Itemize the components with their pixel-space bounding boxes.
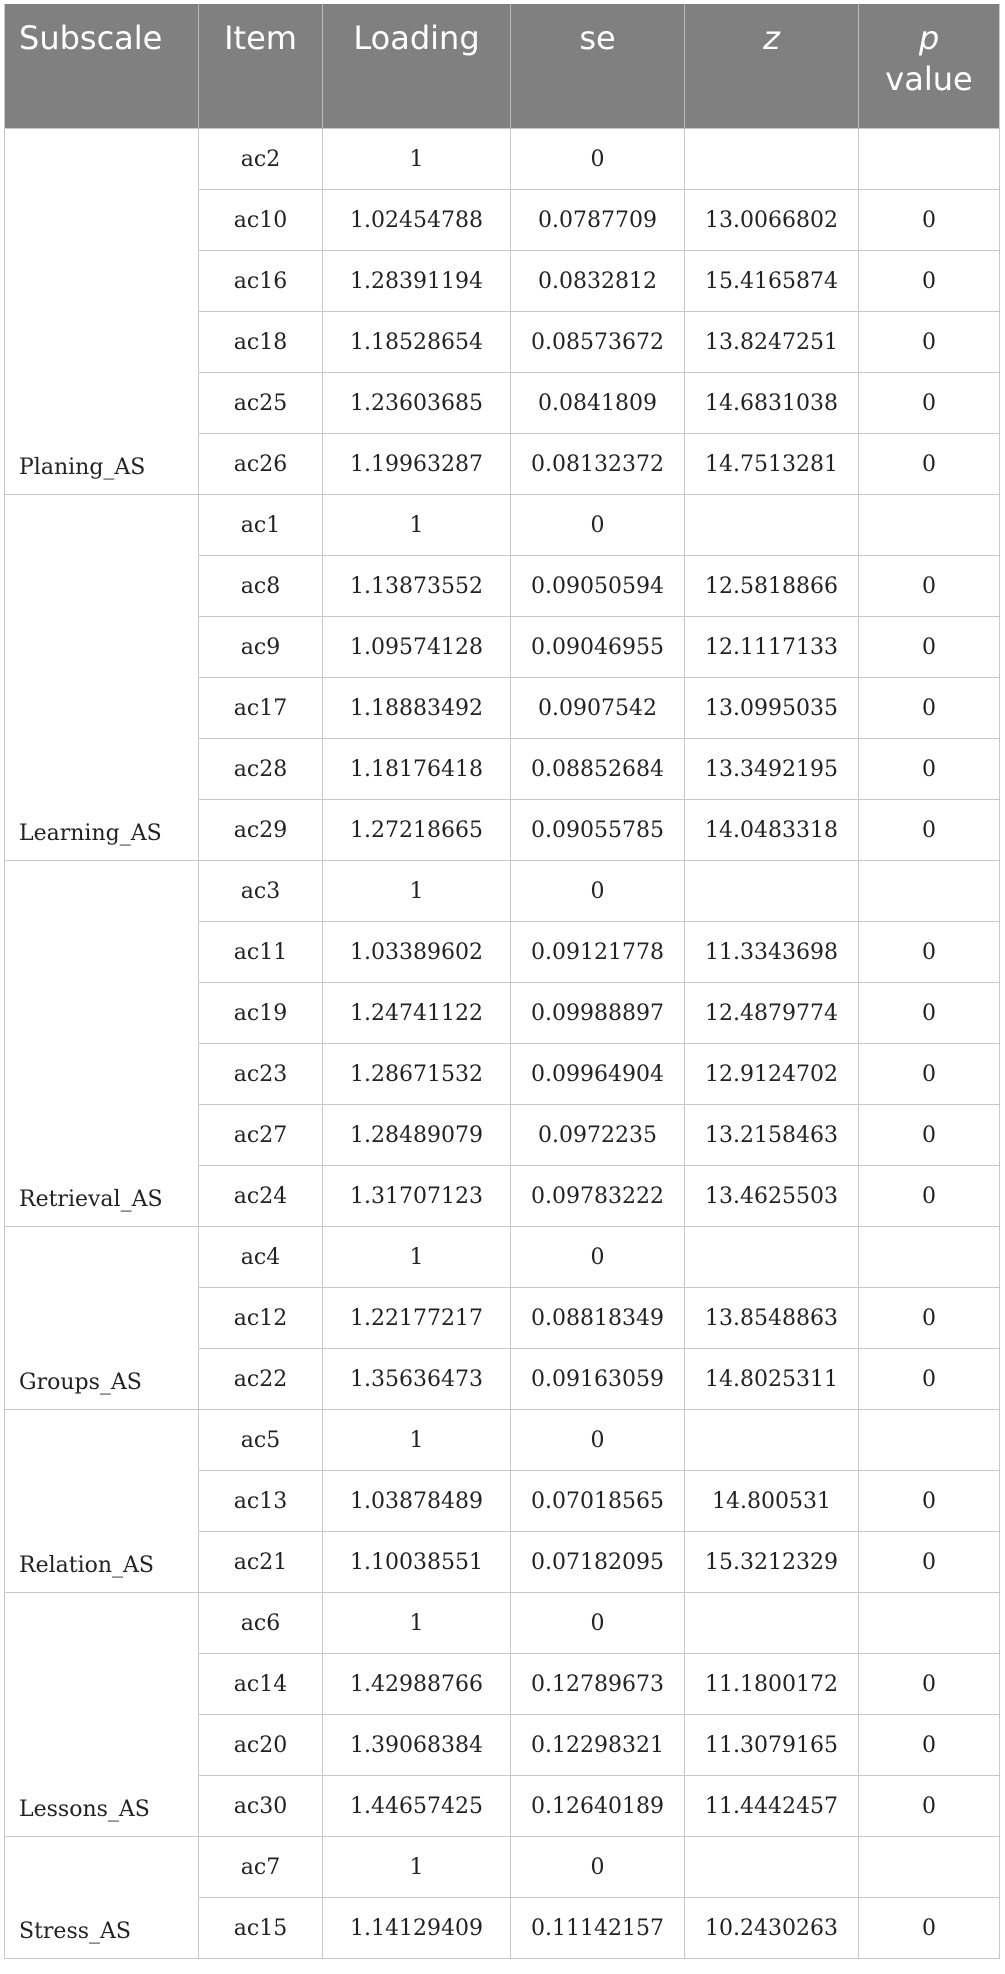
z-cell: 11.3343698 — [685, 922, 859, 983]
item-cell: ac17 — [199, 678, 323, 739]
item-cell: ac12 — [199, 1288, 323, 1349]
p-cell — [859, 129, 1000, 190]
item-cell: ac20 — [199, 1715, 323, 1776]
loading-cell: 1.42988766 — [323, 1654, 511, 1715]
item-cell: ac3 — [199, 861, 323, 922]
z-cell: 15.3212329 — [685, 1532, 859, 1593]
z-cell: 14.7513281 — [685, 434, 859, 495]
se-cell: 0.09046955 — [511, 617, 685, 678]
se-cell: 0.08852684 — [511, 739, 685, 800]
p-cell: 0 — [859, 739, 1000, 800]
item-cell: ac24 — [199, 1166, 323, 1227]
loading-cell: 1.28489079 — [323, 1105, 511, 1166]
loading-cell: 1 — [323, 1837, 511, 1898]
loading-cell: 1.10038551 — [323, 1532, 511, 1593]
z-cell: 13.0066802 — [685, 190, 859, 251]
item-cell: ac13 — [199, 1471, 323, 1532]
se-cell: 0.08573672 — [511, 312, 685, 373]
loading-cell: 1.02454788 — [323, 190, 511, 251]
item-cell: ac23 — [199, 1044, 323, 1105]
se-cell: 0 — [511, 1593, 685, 1654]
header-z — [685, 4, 859, 129]
header-item: Item — [199, 4, 323, 129]
se-cell: 0 — [511, 861, 685, 922]
loading-cell: 1 — [323, 1593, 511, 1654]
p-cell: 0 — [859, 556, 1000, 617]
p-cell — [859, 861, 1000, 922]
p-cell — [859, 1593, 1000, 1654]
item-cell: ac28 — [199, 739, 323, 800]
p-cell: 0 — [859, 1532, 1000, 1593]
z-cell: 11.1800172 — [685, 1654, 859, 1715]
se-cell: 0.09988897 — [511, 983, 685, 1044]
se-cell: 0.07018565 — [511, 1471, 685, 1532]
loading-cell: 1.27218665 — [323, 800, 511, 861]
subscale-cell: Lessons_AS — [5, 1593, 199, 1837]
se-cell: 0.08132372 — [511, 434, 685, 495]
p-cell: 0 — [859, 617, 1000, 678]
loading-cell: 1.28671532 — [323, 1044, 511, 1105]
p-cell: 0 — [859, 251, 1000, 312]
header-row — [5, 4, 1000, 129]
loading-cell: 1.03878489 — [323, 1471, 511, 1532]
z-cell: 13.3492195 — [685, 739, 859, 800]
z-cell: 11.4442457 — [685, 1776, 859, 1837]
loading-cell: 1.14129409 — [323, 1898, 511, 1959]
p-cell: 0 — [859, 373, 1000, 434]
item-cell: ac26 — [199, 434, 323, 495]
p-cell: 0 — [859, 1715, 1000, 1776]
z-cell: 14.8025311 — [685, 1349, 859, 1410]
loading-cell: 1.18176418 — [323, 739, 511, 800]
se-cell: 0.09055785 — [511, 800, 685, 861]
z-cell: 13.8247251 — [685, 312, 859, 373]
se-cell: 0.12640189 — [511, 1776, 685, 1837]
z-cell — [685, 861, 859, 922]
loading-cell: 1.31707123 — [323, 1166, 511, 1227]
z-cell: 13.0995035 — [685, 678, 859, 739]
item-cell: ac7 — [199, 1837, 323, 1898]
se-cell: 0.09050594 — [511, 556, 685, 617]
loading-cell: 1.09574128 — [323, 617, 511, 678]
item-cell: ac8 — [199, 556, 323, 617]
table-row — [5, 1593, 1000, 1654]
se-cell: 0.0972235 — [511, 1105, 685, 1166]
item-cell: ac19 — [199, 983, 323, 1044]
z-cell: 15.4165874 — [685, 251, 859, 312]
item-cell: ac22 — [199, 1349, 323, 1410]
table-row — [5, 1837, 1000, 1898]
p-cell: 0 — [859, 190, 1000, 251]
header-z-label: z — [763, 19, 780, 57]
item-cell: ac6 — [199, 1593, 323, 1654]
z-cell — [685, 495, 859, 556]
loading-cell: 1 — [323, 1410, 511, 1471]
item-cell: ac10 — [199, 190, 323, 251]
z-cell: 13.8548863 — [685, 1288, 859, 1349]
se-cell: 0.08818349 — [511, 1288, 685, 1349]
se-cell: 0 — [511, 1227, 685, 1288]
z-cell: 13.4625503 — [685, 1166, 859, 1227]
p-cell: 0 — [859, 1288, 1000, 1349]
se-cell: 0.09783222 — [511, 1166, 685, 1227]
se-cell: 0 — [511, 1410, 685, 1471]
z-cell: 14.800531 — [685, 1471, 859, 1532]
subscale-cell: Retrieval_AS — [5, 861, 199, 1227]
header-value-label: value — [885, 60, 973, 98]
item-cell: ac30 — [199, 1776, 323, 1837]
loading-cell: 1.35636473 — [323, 1349, 511, 1410]
se-cell: 0.12298321 — [511, 1715, 685, 1776]
p-cell: 0 — [859, 678, 1000, 739]
item-cell: ac25 — [199, 373, 323, 434]
item-cell: ac4 — [199, 1227, 323, 1288]
subscale-cell: Stress_AS — [5, 1837, 199, 1959]
table-row — [5, 495, 1000, 556]
z-cell — [685, 1837, 859, 1898]
header-p-label: p — [918, 19, 940, 57]
se-cell: 0.0787709 — [511, 190, 685, 251]
item-cell: ac27 — [199, 1105, 323, 1166]
p-cell: 0 — [859, 922, 1000, 983]
se-cell: 0.07182095 — [511, 1532, 685, 1593]
item-cell: ac9 — [199, 617, 323, 678]
z-cell — [685, 1593, 859, 1654]
loading-cell: 1 — [323, 1227, 511, 1288]
loading-cell: 1 — [323, 495, 511, 556]
se-cell: 0.0907542 — [511, 678, 685, 739]
z-cell: 14.0483318 — [685, 800, 859, 861]
header-loading: Loading — [323, 4, 511, 129]
se-cell: 0.12789673 — [511, 1654, 685, 1715]
p-cell: 0 — [859, 434, 1000, 495]
se-cell: 0 — [511, 129, 685, 190]
se-cell: 0.09121778 — [511, 922, 685, 983]
item-cell: ac15 — [199, 1898, 323, 1959]
z-cell — [685, 1410, 859, 1471]
se-cell: 0.0841809 — [511, 373, 685, 434]
subscale-cell: Relation_AS — [5, 1410, 199, 1593]
item-cell: ac2 — [199, 129, 323, 190]
z-cell: 11.3079165 — [685, 1715, 859, 1776]
p-cell: 0 — [859, 1105, 1000, 1166]
p-cell: 0 — [859, 1044, 1000, 1105]
z-cell: 12.9124702 — [685, 1044, 859, 1105]
loading-cell: 1.44657425 — [323, 1776, 511, 1837]
se-cell: 0.09163059 — [511, 1349, 685, 1410]
p-cell: 0 — [859, 1471, 1000, 1532]
p-cell: 0 — [859, 983, 1000, 1044]
p-cell: 0 — [859, 1349, 1000, 1410]
p-cell — [859, 1837, 1000, 1898]
p-cell: 0 — [859, 800, 1000, 861]
z-cell — [685, 1227, 859, 1288]
z-cell: 14.6831038 — [685, 373, 859, 434]
header-subscale: Subscale — [5, 4, 199, 129]
z-cell: 10.2430263 — [685, 1898, 859, 1959]
se-cell: 0 — [511, 495, 685, 556]
table-row — [5, 1410, 1000, 1471]
se-cell: 0.09964904 — [511, 1044, 685, 1105]
item-cell: ac5 — [199, 1410, 323, 1471]
item-cell: ac1 — [199, 495, 323, 556]
loading-cell: 1 — [323, 861, 511, 922]
factor-loadings-table — [4, 4, 1000, 1959]
p-cell — [859, 1410, 1000, 1471]
loading-cell: 1.19963287 — [323, 434, 511, 495]
z-cell: 12.4879774 — [685, 983, 859, 1044]
subscale-cell: Learning_AS — [5, 495, 199, 861]
z-cell: 12.1117133 — [685, 617, 859, 678]
se-cell: 0.0832812 — [511, 251, 685, 312]
loading-cell: 1.22177217 — [323, 1288, 511, 1349]
p-cell: 0 — [859, 1776, 1000, 1837]
loading-cell: 1.28391194 — [323, 251, 511, 312]
header-se: se — [511, 4, 685, 129]
item-cell: ac29 — [199, 800, 323, 861]
loading-cell: 1.23603685 — [323, 373, 511, 434]
header-p-value — [859, 4, 1000, 129]
table-header — [5, 4, 1000, 129]
table-row — [5, 129, 1000, 190]
table-row — [5, 861, 1000, 922]
loading-cell: 1.39068384 — [323, 1715, 511, 1776]
item-cell: ac11 — [199, 922, 323, 983]
loading-cell: 1.18528654 — [323, 312, 511, 373]
subscale-cell: Groups_AS — [5, 1227, 199, 1410]
item-cell: ac14 — [199, 1654, 323, 1715]
p-cell: 0 — [859, 312, 1000, 373]
p-cell — [859, 1227, 1000, 1288]
p-cell: 0 — [859, 1654, 1000, 1715]
table-body — [5, 129, 1000, 1959]
z-cell: 13.2158463 — [685, 1105, 859, 1166]
item-cell: ac18 — [199, 312, 323, 373]
se-cell: 0.11142157 — [511, 1898, 685, 1959]
item-cell: ac16 — [199, 251, 323, 312]
z-cell — [685, 129, 859, 190]
table-row — [5, 1227, 1000, 1288]
loading-cell: 1.18883492 — [323, 678, 511, 739]
item-cell: ac21 — [199, 1532, 323, 1593]
loading-cell: 1 — [323, 129, 511, 190]
p-cell — [859, 495, 1000, 556]
loading-cell: 1.24741122 — [323, 983, 511, 1044]
subscale-cell: Planing_AS — [5, 129, 199, 495]
p-cell: 0 — [859, 1166, 1000, 1227]
loading-cell: 1.13873552 — [323, 556, 511, 617]
se-cell: 0 — [511, 1837, 685, 1898]
loading-cell: 1.03389602 — [323, 922, 511, 983]
z-cell: 12.5818866 — [685, 556, 859, 617]
p-cell: 0 — [859, 1898, 1000, 1959]
